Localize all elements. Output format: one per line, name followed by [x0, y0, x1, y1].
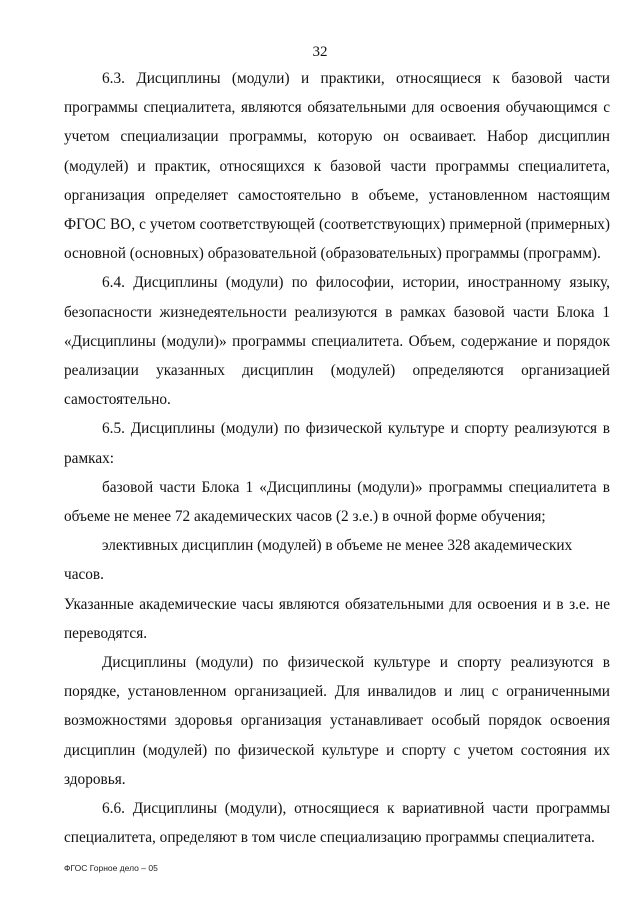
page-number: 32: [312, 44, 328, 60]
paragraph-6-6: 6.6. Дисциплины (модули), относящиеся к вариативной части программы специалитета, определяют в том числе специализацию программы специалитета.: [64, 800, 610, 847]
document-body: [64, 64, 610, 852]
paragraph-6-5-item-elective: элективных дисциплин (модулей) в объеме не менее 328 академических часов.: [64, 537, 573, 584]
paragraph-hours-note: Указанные академические часы являются обязательными для освоения и в з.е. не переводятся.: [64, 595, 610, 642]
paragraph-6-5: 6.5. Дисциплины (модули) по физической культуре и спорту реализуются в рамках:: [64, 420, 610, 467]
paragraph-6-3: 6.3. Дисциплины (модули) и практики, относящиеся к базовой части программы специалитета, являются обязательными для освоения обучающимся с учетом специализации программы, которую он осваивает. Набор дисциплин (модулей) и практик, относящихся к базовой части программы специалитета, организация определяет самостоятельно в объеме, установленном настоящим ФГОС ВО, с учетом соответствующей (соответствующих) примерной (примерных) основной (основных) образовательной (образовательных) программы (программ).: [64, 70, 610, 263]
paragraph-6-5-item-basic: базовой части Блока 1 «Дисциплины (модули)» программы специалитета в объеме не менее 72 академических часов (2 з.е.) в очной форме обучения;: [64, 478, 610, 526]
page-footer: ФГОС Горное дело – 05: [64, 863, 158, 873]
paragraph-6-4: 6.4. Дисциплины (модули) по философии, истории, иностранному языку, безопасности жизнедеятельности реализуются в рамках базовой части Блока 1 «Дисциплины (модули)» программы специалитета. Объем, содержание и порядок реализации указанных дисциплин (модулей) определяются организацией самостоятельно.: [64, 274, 610, 409]
paragraph-pe-order: Дисциплины (модули) по физической культуре и спорту реализуются в порядке, установленном организацией. Для инвалидов и лиц с ограниченными возможностями здоровья организация устанавливает особый порядок освоения дисциплин (модулей) по физической культуре и спорту с учетом состояния их здоровья.: [64, 654, 610, 788]
